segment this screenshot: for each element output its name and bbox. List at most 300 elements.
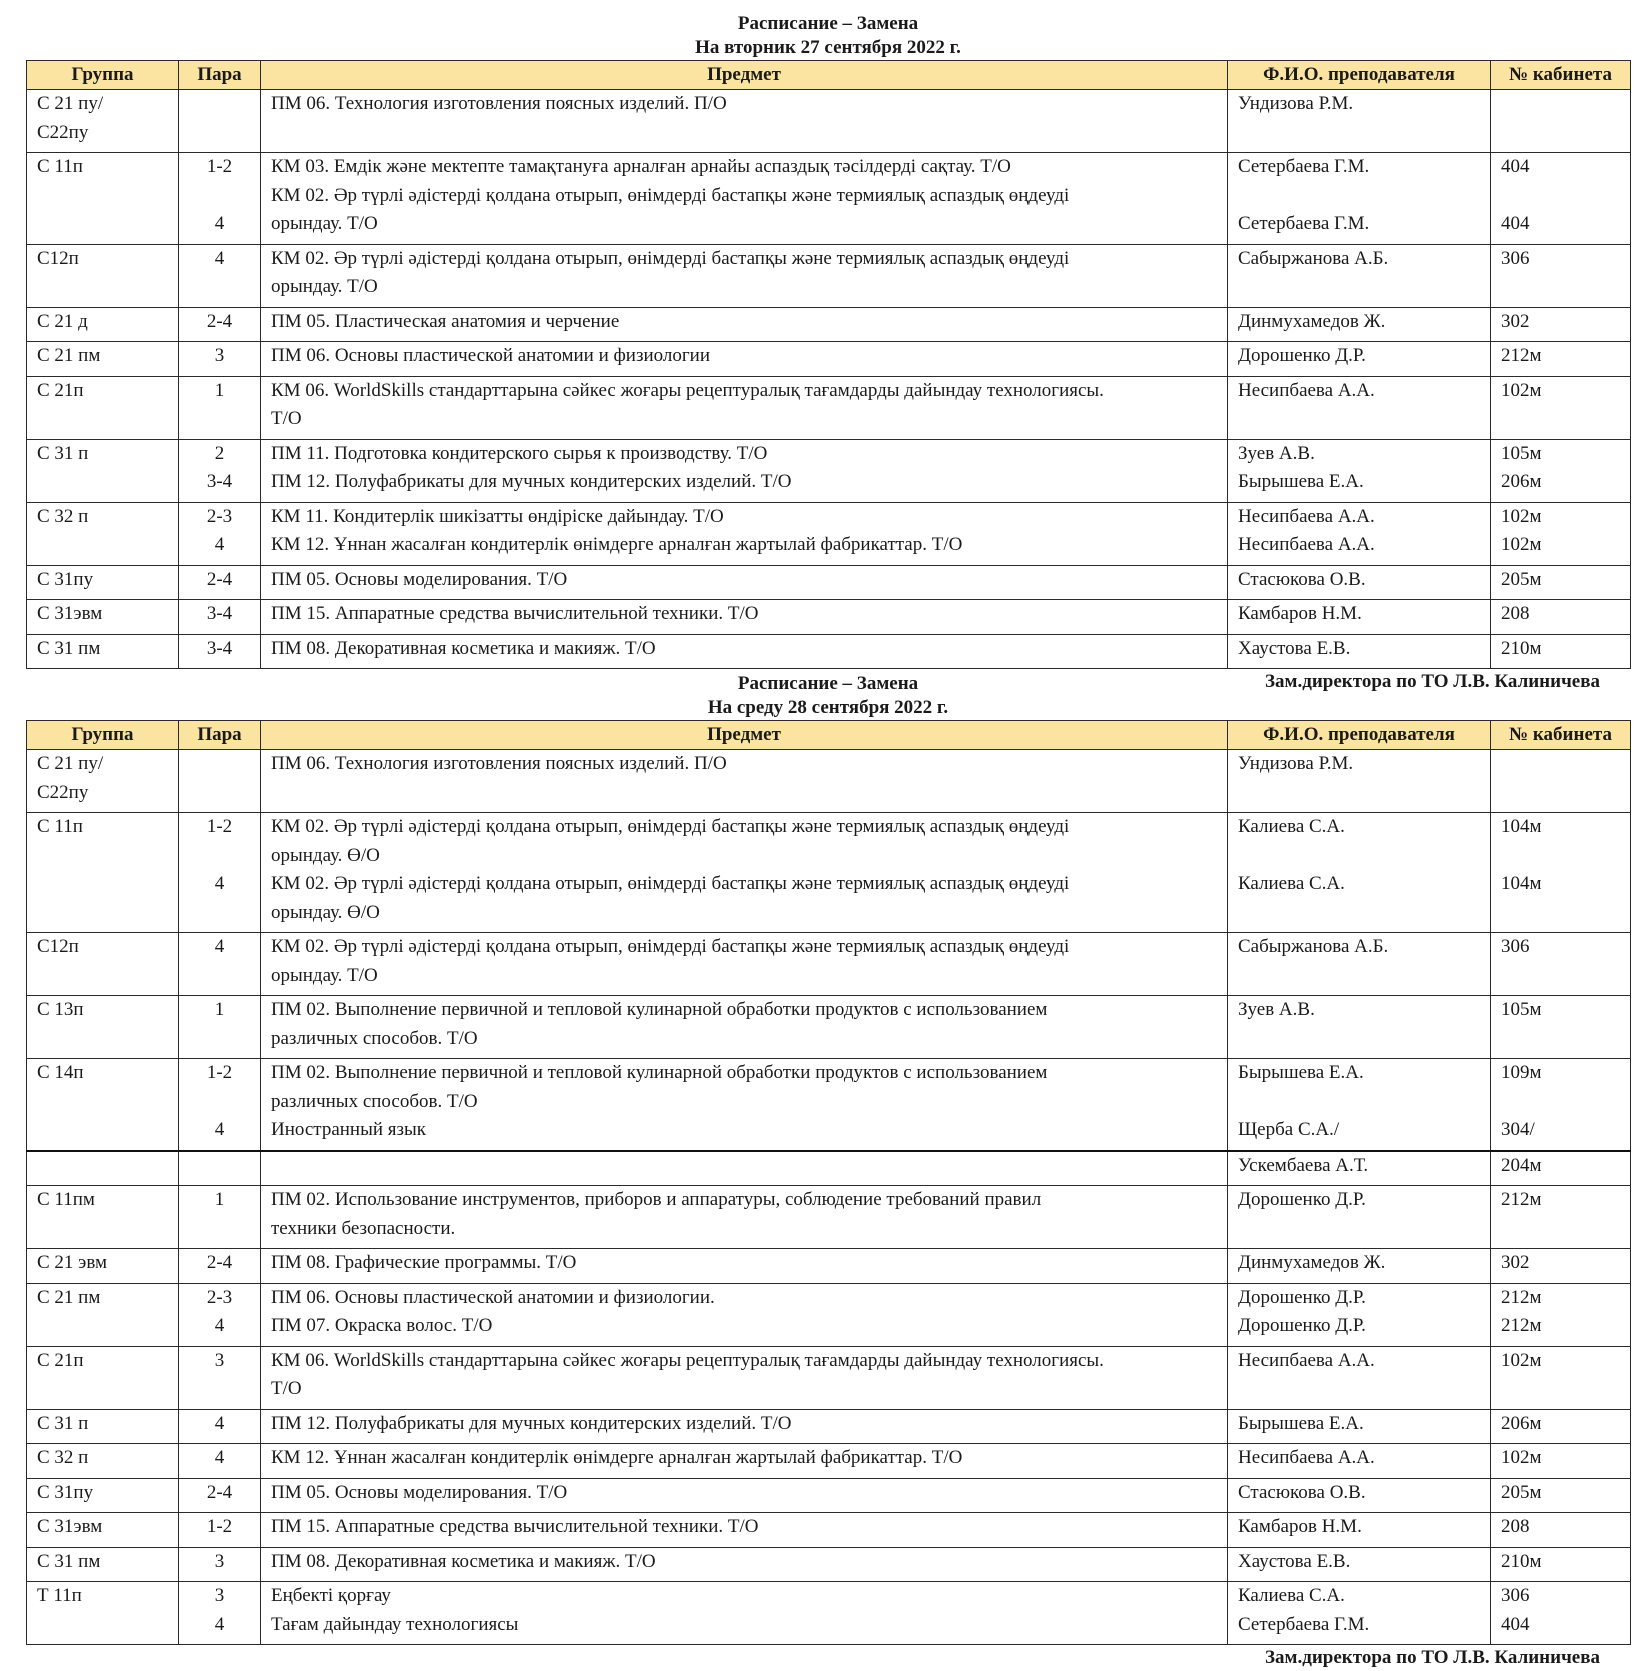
pair-cell <box>179 1547 261 1582</box>
pair-line: 4 <box>214 1412 225 1434</box>
room-cell <box>1491 565 1631 600</box>
teacher-line: Зуев А.В. <box>1238 999 1315 1020</box>
group-line: С 21 эвм <box>37 1252 107 1273</box>
subject-line: Т/О <box>271 1378 302 1399</box>
subject-cell <box>261 439 1228 502</box>
subject-line: Тағам дайындау технологиясы <box>271 1613 519 1635</box>
pair-line: 2-4 <box>206 568 233 590</box>
group-line: С 31 пм <box>37 637 101 659</box>
room-line: 212м <box>1501 1315 1542 1336</box>
pair-cell <box>179 153 261 245</box>
room-line: 204м <box>1501 1154 1542 1176</box>
teacher-line: Дорошенко Д.Р. <box>1238 1189 1366 1210</box>
teacher-line: Сетербаева Г.М. <box>1238 1613 1370 1635</box>
subject-line: КМ 02. Әр түрлі әдістерді қолдана отырып, өнімдерді бастапқы және термиялық аспаздық өңдеуді <box>271 247 1070 269</box>
subject-cell <box>261 1249 1228 1284</box>
subject-cell <box>261 1547 1228 1582</box>
room-line: 302 <box>1501 1252 1530 1273</box>
group-line <box>27 1152 178 1181</box>
room-cell <box>1491 1249 1631 1284</box>
pair-cell <box>179 90 261 153</box>
group-line: С 31 п <box>37 1412 89 1434</box>
group-cell <box>27 342 179 377</box>
group-cell <box>27 307 179 342</box>
header-group: Группа <box>27 61 179 90</box>
group-line: С 21п <box>37 1349 84 1371</box>
subject-line: ПМ 05. Пластическая анатомия и черчение <box>271 310 620 332</box>
group-line <box>27 1116 178 1145</box>
group-line <box>27 1215 178 1244</box>
pair-line <box>179 90 260 119</box>
subject-line: ПМ 15. Аппаратные средства вычислительной техники. Т/О <box>271 603 759 624</box>
room-line: 302 <box>1501 310 1530 332</box>
table-row <box>27 1513 1631 1548</box>
group-line <box>27 870 178 899</box>
pair-line: 1 <box>214 379 225 401</box>
group-cell <box>27 750 179 813</box>
room-line: 210м <box>1501 637 1542 659</box>
table-row <box>27 342 1631 377</box>
subject-cell <box>261 1186 1228 1249</box>
header-room: № кабинета <box>1491 61 1631 90</box>
table-row <box>27 1249 1631 1284</box>
subject-line: КМ 12. Ұннан жасалған кондитерлік өнімдерге арналған жартылай фабрикаттар. Т/О <box>271 534 963 555</box>
subject-cell <box>261 1151 1228 1186</box>
teacher-line <box>1228 1025 1490 1054</box>
teacher-cell <box>1228 1547 1491 1582</box>
room-cell <box>1491 600 1631 635</box>
group-cell <box>27 933 179 996</box>
subject-line: ПМ 06. Технология изготовления поясных изделий. П/О <box>271 753 727 774</box>
pair-line: 2-4 <box>206 1481 233 1503</box>
room-cell <box>1491 1513 1631 1548</box>
table-row <box>27 750 1631 813</box>
room-line: 102м <box>1501 534 1542 555</box>
table-row <box>27 634 1631 669</box>
teacher-line: Ундизова Р.М. <box>1238 753 1354 774</box>
group-line <box>27 899 178 928</box>
group-line: С 14п <box>37 1062 84 1083</box>
teacher-line: Динмухамедов Ж. <box>1238 1252 1386 1273</box>
table-row <box>27 933 1631 996</box>
table-row <box>27 1186 1631 1249</box>
teacher-line: Стасюкова О.В. <box>1238 568 1366 590</box>
pair-line: 4 <box>214 936 225 957</box>
teacher-line <box>1228 1088 1490 1117</box>
pair-cell <box>179 1444 261 1479</box>
room-line <box>1491 1375 1630 1404</box>
pair-cell <box>179 1513 261 1548</box>
subject-line: КМ 06. WorldSkills стандарттарына сәйкес жоғары рецептуралық тағамдарды дайындау технологиясы. <box>271 379 1104 401</box>
pair-line: 4 <box>214 534 225 555</box>
table-row <box>27 600 1631 635</box>
group-line: С 11п <box>37 816 83 837</box>
subject-line: Еңбекті қорғау <box>271 1585 391 1606</box>
subject-cell <box>261 1409 1228 1444</box>
subject-line <box>261 779 1227 808</box>
subject-line: орындау. Ө/О <box>271 844 380 866</box>
subject-line: орындау. Т/О <box>271 213 378 234</box>
room-line <box>1491 1088 1630 1117</box>
room-cell <box>1491 1444 1631 1479</box>
room-line <box>1491 842 1630 871</box>
teacher-cell <box>1228 376 1491 439</box>
room-line: 104м <box>1501 816 1542 837</box>
table-row <box>27 1346 1631 1409</box>
teacher-line: Калиева С.А. <box>1238 816 1345 837</box>
group-line: С 32 п <box>37 1447 89 1468</box>
pair-line <box>179 182 260 211</box>
teacher-cell <box>1228 813 1491 933</box>
table-row <box>27 1283 1631 1346</box>
pair-line <box>179 273 260 302</box>
table-row <box>27 1151 1631 1186</box>
teacher-line: Несипбаева А.А. <box>1238 379 1375 401</box>
subject-line: ПМ 08. Декоративная косметика и макияж. Т/О <box>271 1550 656 1572</box>
subject-line: различных способов. Т/О <box>271 1027 478 1049</box>
pair-cell <box>179 600 261 635</box>
group-cell <box>27 90 179 153</box>
room-cell <box>1491 90 1631 153</box>
group-line <box>27 1312 178 1341</box>
table-row <box>27 153 1631 245</box>
teacher-line: Хаустова Е.В. <box>1238 637 1351 659</box>
pair-line: 3-4 <box>206 637 233 659</box>
subject-line: КМ 06. WorldSkills стандарттарына сәйкес жоғары рецептуралық тағамдарды дайындау технологиясы. <box>271 1349 1104 1371</box>
room-cell <box>1491 1478 1631 1513</box>
table-row <box>27 307 1631 342</box>
pair-cell <box>179 1249 261 1284</box>
pair-cell <box>179 565 261 600</box>
table-row <box>27 90 1631 153</box>
room-cell <box>1491 933 1631 996</box>
teacher-cell <box>1228 1249 1491 1284</box>
teacher-cell <box>1228 1478 1491 1513</box>
subject-line: ПМ 08. Декоративная косметика и макияж. Т/О <box>271 637 656 659</box>
pair-cell <box>179 244 261 307</box>
table-row <box>27 1582 1631 1645</box>
header-room: № кабинета <box>1491 721 1631 750</box>
pair-cell <box>179 1283 261 1346</box>
group-cell <box>27 1186 179 1249</box>
pair-line: 4 <box>214 213 225 234</box>
teacher-line: Стасюкова О.В. <box>1238 1481 1366 1503</box>
group-line: С 21 д <box>37 310 88 332</box>
teacher-line <box>1228 273 1490 302</box>
tuesday-table <box>26 60 1631 669</box>
group-line: С22пу <box>37 121 89 143</box>
room-line: 212м <box>1501 1189 1542 1210</box>
group-line: С 31эвм <box>37 603 103 624</box>
group-line: С 31 п <box>37 442 89 464</box>
teacher-line: Хаустова Е.В. <box>1238 1550 1351 1572</box>
room-cell <box>1491 1582 1631 1645</box>
teacher-line <box>1228 842 1490 871</box>
pair-line: 1-2 <box>206 816 233 837</box>
room-cell <box>1491 813 1631 933</box>
room-cell <box>1491 376 1631 439</box>
pair-line: 2 <box>214 442 225 464</box>
pair-line <box>179 405 260 434</box>
room-line: 212м <box>1501 1286 1542 1308</box>
teacher-line: Дорошенко Д.Р. <box>1238 345 1366 366</box>
room-line: 102м <box>1501 1349 1542 1371</box>
room-line: 206м <box>1501 471 1542 492</box>
pair-cell <box>179 634 261 669</box>
subject-line <box>261 1152 1227 1181</box>
room-line <box>1491 119 1630 148</box>
subject-line: ПМ 11. Подготовка кондитерского сырья к производству. Т/О <box>271 442 768 464</box>
table-row <box>27 1478 1631 1513</box>
group-line: С 21п <box>37 379 84 401</box>
group-line: С 21 пу/ <box>37 93 104 114</box>
group-line: С12п <box>37 936 79 957</box>
teacher-line <box>1228 962 1490 991</box>
teacher-cell <box>1228 1059 1491 1151</box>
pair-line <box>179 1152 260 1181</box>
room-cell <box>1491 1409 1631 1444</box>
group-cell <box>27 376 179 439</box>
header-group: Группа <box>27 721 179 750</box>
group-line: С 21 пм <box>37 1286 101 1308</box>
group-cell <box>27 1151 179 1186</box>
tuesday-schedule <box>26 12 1630 695</box>
pair-cell <box>179 1059 261 1151</box>
header-pair: Пара <box>179 721 261 750</box>
teacher-cell <box>1228 1513 1491 1548</box>
header-teacher: Ф.И.О. преподавателя <box>1228 61 1491 90</box>
pair-line: 3 <box>214 345 225 366</box>
subject-line: ПМ 02. Выполнение первичной и тепловой кулинарной обработки продуктов с использованием <box>271 1062 1048 1083</box>
header-pair: Пара <box>179 61 261 90</box>
pair-cell <box>179 439 261 502</box>
group-line <box>27 210 178 239</box>
header-subject: Предмет <box>261 721 1228 750</box>
group-line: С 31 пм <box>37 1550 101 1572</box>
table-row <box>27 1444 1631 1479</box>
group-line: С 31эвм <box>37 1516 103 1537</box>
table-row <box>27 376 1631 439</box>
group-cell <box>27 1513 179 1548</box>
teacher-line: Дорошенко Д.Р. <box>1238 1286 1366 1308</box>
room-line: 210м <box>1501 1550 1542 1572</box>
room-cell <box>1491 1547 1631 1582</box>
room-line <box>1491 405 1630 434</box>
group-line <box>27 1088 178 1117</box>
pair-line <box>179 1088 260 1117</box>
subject-cell <box>261 1513 1228 1548</box>
pair-line: 1-2 <box>206 1062 233 1083</box>
teacher-cell <box>1228 342 1491 377</box>
subject-line: ПМ 06. Технология изготовления поясных изделий. П/О <box>271 93 727 114</box>
teacher-line <box>1228 119 1490 148</box>
subject-cell <box>261 1478 1228 1513</box>
pair-line: 1 <box>214 999 225 1020</box>
pair-cell <box>179 342 261 377</box>
subject-cell <box>261 502 1228 565</box>
room-cell <box>1491 153 1631 245</box>
pair-cell <box>179 1186 261 1249</box>
room-line: 306 <box>1501 247 1530 269</box>
room-line <box>1491 962 1630 991</box>
group-cell <box>27 1409 179 1444</box>
group-cell <box>27 996 179 1059</box>
subject-cell <box>261 996 1228 1059</box>
wednesday-signature: Зам.директора по ТО Л.В. Калиничева <box>1265 1647 1600 1668</box>
teacher-cell <box>1228 1409 1491 1444</box>
pair-cell <box>179 502 261 565</box>
subject-cell <box>261 342 1228 377</box>
group-cell <box>27 153 179 245</box>
pair-cell <box>179 1151 261 1186</box>
subject-cell <box>261 933 1228 996</box>
subject-line: ПМ 06. Основы пластической анатомии и физиологии <box>271 345 711 366</box>
subject-cell <box>261 90 1228 153</box>
room-cell <box>1491 1186 1631 1249</box>
group-line <box>27 962 178 991</box>
teacher-line: Камбаров Н.М. <box>1238 1516 1362 1537</box>
pair-line: 2-3 <box>206 505 233 527</box>
pair-cell <box>179 376 261 439</box>
subject-cell <box>261 1059 1228 1151</box>
teacher-cell <box>1228 1186 1491 1249</box>
subject-line: ПМ 07. Окраска волос. Т/О <box>271 1315 493 1336</box>
group-line <box>27 531 178 560</box>
wednesday-subtitle: На среду 28 сентября 2022 г. <box>707 697 949 718</box>
pair-line: 2-4 <box>206 1252 233 1273</box>
tuesday-signature: Зам.директора по ТО Л.В. Калиничева <box>1265 671 1600 692</box>
table-header-row <box>27 61 1631 90</box>
teacher-cell <box>1228 1283 1491 1346</box>
teacher-line: Несипбаева А.А. <box>1238 505 1375 527</box>
subject-line: ПМ 12. Полуфабрикаты для мучных кондитерских изделий. Т/О <box>271 1412 792 1434</box>
teacher-cell <box>1228 933 1491 996</box>
wednesday-table-body <box>27 750 1631 1645</box>
room-cell <box>1491 439 1631 502</box>
teacher-line: Бырышева Е.А. <box>1238 1062 1364 1083</box>
room-line: 306 <box>1501 1585 1530 1606</box>
pair-cell <box>179 813 261 933</box>
room-line: 205м <box>1501 568 1542 590</box>
pair-line: 4 <box>214 1613 225 1635</box>
group-line: С 11пм <box>37 1189 95 1210</box>
group-line: С 32 п <box>37 505 89 527</box>
teacher-line: Дорошенко Д.Р. <box>1238 1315 1366 1336</box>
room-cell <box>1491 750 1631 813</box>
teacher-cell <box>1228 1151 1491 1186</box>
subject-cell <box>261 565 1228 600</box>
room-line: 306 <box>1501 936 1530 957</box>
subject-cell <box>261 750 1228 813</box>
group-cell <box>27 1582 179 1645</box>
teacher-cell <box>1228 307 1491 342</box>
group-line: С 21 пу/ <box>37 753 104 774</box>
group-cell <box>27 813 179 933</box>
subject-line: ПМ 15. Аппаратные средства вычислительной техники. Т/О <box>271 1516 759 1537</box>
wednesday-table <box>26 720 1631 1645</box>
teacher-cell <box>1228 1444 1491 1479</box>
table-row <box>27 439 1631 502</box>
pair-line <box>179 842 260 871</box>
room-line: 404 <box>1501 156 1530 177</box>
subject-line: КМ 11. Кондитерлік шикізатты өндіріске дайындау. Т/О <box>271 505 724 527</box>
table-row <box>27 1059 1631 1151</box>
room-line <box>1491 750 1630 779</box>
room-line: 102м <box>1501 379 1542 401</box>
subject-line: Т/О <box>271 408 302 429</box>
room-line <box>1491 182 1630 211</box>
group-cell <box>27 1283 179 1346</box>
teacher-line <box>1228 1215 1490 1244</box>
subject-line: орындау. Т/О <box>271 276 378 297</box>
group-line: С 13п <box>37 999 84 1020</box>
teacher-cell <box>1228 439 1491 502</box>
group-cell <box>27 1059 179 1151</box>
subject-line: ПМ 06. Основы пластической анатомии и физиологии. <box>271 1286 715 1308</box>
teacher-line: Бырышева Е.А. <box>1238 471 1364 492</box>
subject-line: ПМ 12. Полуфабрикаты для мучных кондитерских изделий. Т/О <box>271 471 792 492</box>
room-cell <box>1491 996 1631 1059</box>
table-row <box>27 1409 1631 1444</box>
room-line: 404 <box>1501 1613 1530 1635</box>
teacher-line: Зуев А.В. <box>1238 442 1315 464</box>
pair-cell <box>179 307 261 342</box>
group-line: С 21 пм <box>37 345 101 366</box>
room-line: 212м <box>1501 345 1542 366</box>
subject-cell <box>261 600 1228 635</box>
subject-cell <box>261 307 1228 342</box>
room-line: 404 <box>1501 213 1530 234</box>
teacher-line: Сетербаева Г.М. <box>1238 213 1370 234</box>
pair-line <box>179 1025 260 1054</box>
group-cell <box>27 502 179 565</box>
subject-cell <box>261 813 1228 933</box>
wednesday-title: Расписание – Замена <box>737 673 919 694</box>
table-row <box>27 565 1631 600</box>
teacher-cell <box>1228 153 1491 245</box>
room-cell <box>1491 502 1631 565</box>
table-row <box>27 502 1631 565</box>
subject-cell <box>261 376 1228 439</box>
pair-line <box>179 1215 260 1244</box>
pair-line: 1-2 <box>206 156 233 177</box>
table-header-row <box>27 721 1631 750</box>
teacher-cell <box>1228 1346 1491 1409</box>
table-row <box>27 813 1631 933</box>
group-line <box>27 1375 178 1404</box>
pair-cell <box>179 1346 261 1409</box>
subject-line: техники безопасности. <box>271 1217 456 1239</box>
group-cell <box>27 1547 179 1582</box>
subject-line: КМ 12. Ұннан жасалған кондитерлік өнімдерге арналған жартылай фабрикаттар. Т/О <box>271 1447 963 1468</box>
pair-line: 4 <box>214 873 225 894</box>
group-line <box>27 1025 178 1054</box>
wednesday-schedule <box>26 672 1630 1671</box>
group-cell <box>27 600 179 635</box>
teacher-line: Щерба С.А./ <box>1238 1119 1340 1140</box>
pair-line <box>179 899 260 928</box>
group-cell <box>27 244 179 307</box>
room-line: 105м <box>1501 999 1542 1020</box>
group-cell <box>27 565 179 600</box>
room-line <box>1491 273 1630 302</box>
group-line: Т 11п <box>37 1585 82 1606</box>
subject-line: КМ 02. Әр түрлі әдістерді қолдана отырып, өнімдерді бастапқы және термиялық аспаздық өңдеуді <box>271 873 1070 894</box>
group-line: С12п <box>37 247 79 269</box>
subject-line: КМ 02. Әр түрлі әдістерді қолдана отырып, өнімдерді бастапқы және термиялық аспаздық өңдеуді <box>271 184 1070 206</box>
pair-line <box>179 750 260 779</box>
teacher-line <box>1228 899 1490 928</box>
